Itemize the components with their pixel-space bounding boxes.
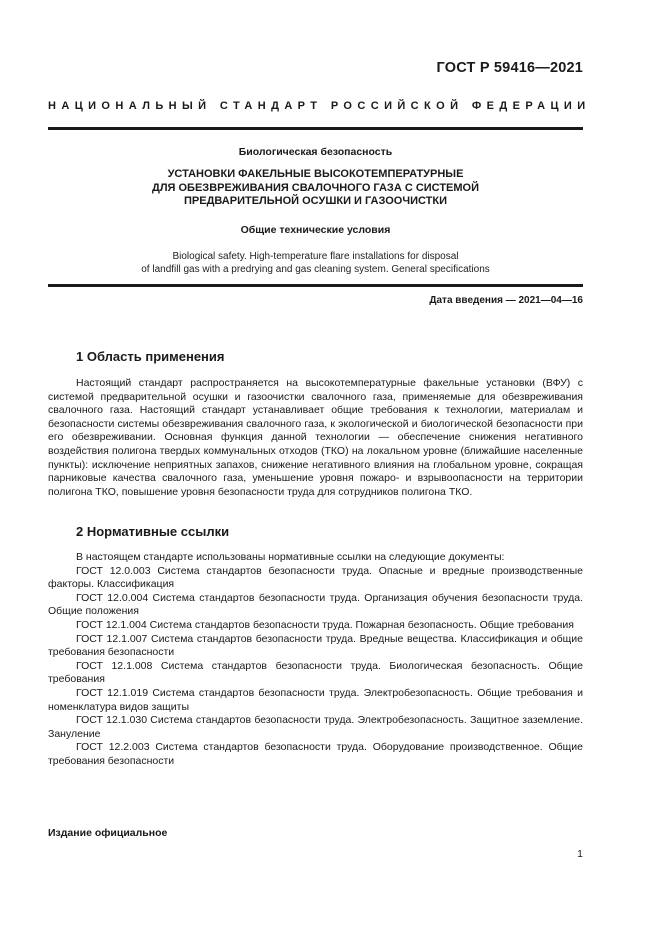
reference-item: ГОСТ 12.0.004 Система стандартов безопасности труда. Организация обучения безопасности труда. Общие положения	[48, 591, 583, 618]
title-line: ДЛЯ ОБЕЗВРЕЖИВАНИЯ СВАЛОЧНОГО ГАЗА С СИСТЕМОЙ	[151, 181, 480, 194]
reference-item: ГОСТ 12.1.019 Система стандартов безопасности труда. Электробезопасность. Общие требования и номенклатура видов защиты	[48, 686, 583, 713]
scope-paragraph: Настоящий стандарт распространяется на высокотемпературные факельные установки (ВФУ) с системой предварительной осушки и газоочистки свалочного газа, применяемые для обезвреживания свалочного газа. Настоящий стандарт устанавливает общие требования к технологии, материалам и безопасности системы обезвреживания свалочного газа, к экологической и биологической безопасности при его обезвреживании. Основная функция данной технологии — обеспечение снижения негативного воздействия полигона твердых коммунальных отходов (ТКО) на локальном уровне (ближайшие населенные пункты): исключение неприятных запахов, снижение негативного влияния на глобальном уровне, сокращая парниковые качества свалочного газа, уменьшение уровня пожаро- и взрывоопасности на территории полигона ТКО, повышение уровня безопасности труда для сотрудников полигона ТКО.	[48, 377, 583, 498]
reference-item: ГОСТ 12.1.008 Система стандартов безопасности труда. Биологическая безопасность. Общие требования	[48, 659, 583, 686]
title-divider	[48, 284, 583, 287]
national-standard-banner: НАЦИОНАЛЬНЫЙ СТАНДАРТ РОССИЙСКОЙ ФЕДЕРАЦИИ	[48, 100, 591, 112]
references-list	[48, 551, 583, 769]
reference-item: ГОСТ 12.1.030 Система стандартов безопасности труда. Электробезопасность. Защитное заземление. Зануление	[48, 714, 583, 740]
reference-item: ГОСТ 12.0.003 Система стандартов безопасности труда. Опасные и вредные производственные факторы. Классификация	[48, 564, 583, 591]
section-heading-references: 2 Нормативные ссылки	[76, 524, 230, 539]
scope-text	[48, 377, 583, 499]
document-title	[48, 168, 583, 209]
page-number: 1	[577, 848, 583, 860]
english-title-line: of landfill gas with a predrying and gas cleaning system. General specifications	[141, 264, 490, 275]
subject-line: Биологическая безопасность	[238, 146, 393, 158]
section-heading-scope: 1 Область применения	[76, 349, 225, 364]
document-code: ГОСТ Р 59416—2021	[436, 60, 583, 76]
introduction-date: Дата введения — 2021—04—16	[429, 295, 583, 306]
title-line: УСТАНОВКИ ФАКЕЛЬНЫЕ ВЫСОКОТЕМПЕРАТУРНЫЕ	[167, 168, 464, 180]
english-title-line: Biological safety. High-temperature flare installations for disposal	[172, 251, 459, 262]
title-line: ПРЕДВАРИТЕЛЬНОЙ ОСУШКИ И ГАЗООЧИСТКИ	[183, 195, 448, 207]
references-intro: В настоящем стандарте использованы нормативные ссылки на следующие документы:	[76, 551, 505, 563]
official-edition-label: Издание официальное	[48, 827, 168, 839]
document-subtitle: Общие технические условия	[240, 224, 391, 236]
reference-item: ГОСТ 12.1.007 Система стандартов безопасности труда. Вредные вещества. Классификация и общие требования безопасности	[48, 632, 583, 659]
reference-item: ГОСТ 12.2.003 Система стандартов безопасности труда. Оборудование производственное. Общие требования безопасности	[48, 741, 583, 767]
top-divider	[48, 127, 583, 130]
english-title	[48, 250, 583, 276]
reference-item: ГОСТ 12.1.004 Система стандартов безопасности труда. Пожарная безопасность. Общие требования	[76, 618, 574, 631]
